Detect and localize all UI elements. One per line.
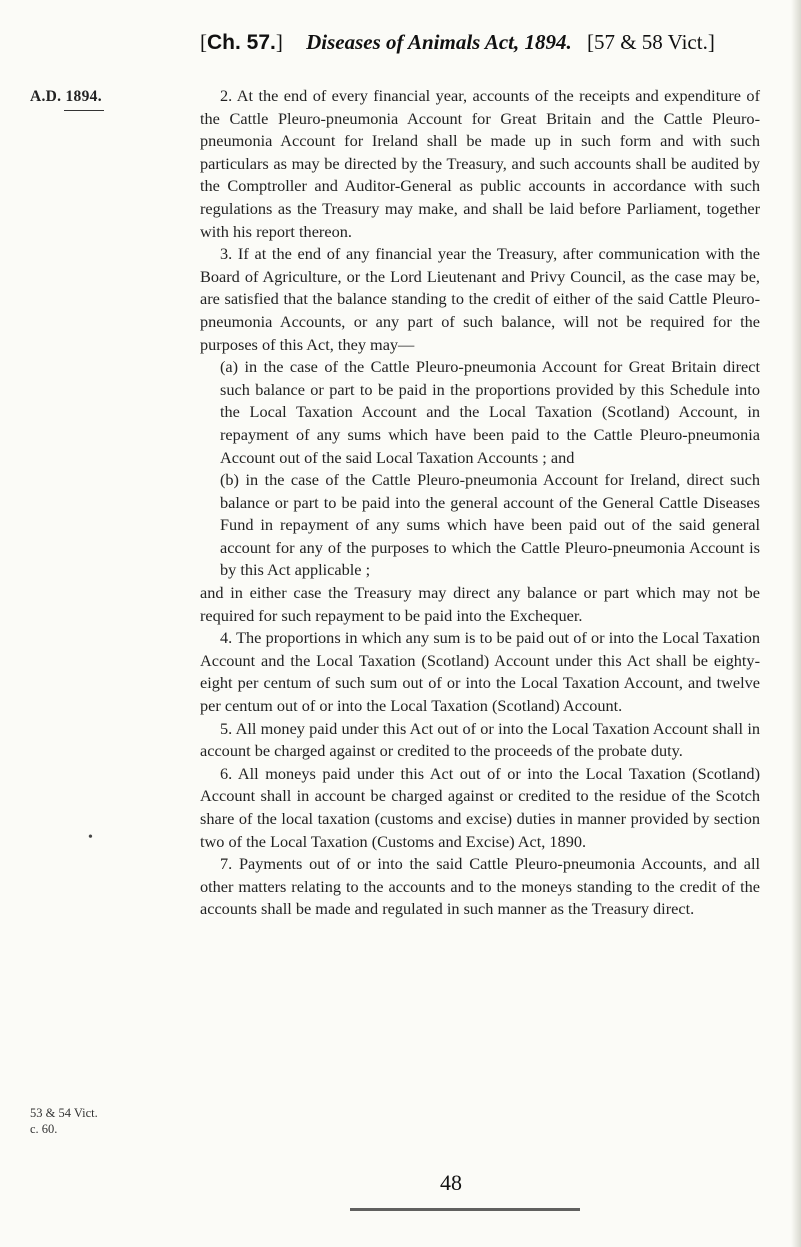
section-2: 2. At the end of every financial year, accounts of the receipts and expenditure of the Cattle Pleuro-pneumonia Account for Great Britain and the Cattle Pleuro-pneumonia Account for Ireland shall be made up in such form and with such particulars as may be directed by the Treasury, and such accounts shall be audited by the Comptroller and Auditor-General as public accounts in accordance with such regulations as the Treasury may make, and shall be laid before Parliament, together with his report thereon. (200, 86, 760, 241)
margin-year: A.D. 1894. (30, 88, 102, 105)
regnal-year: [57 & 58 Vict.] (586, 30, 715, 54)
section-7: 7. Payments out of or into the said Cattle Pleuro-pneumonia Accounts, and all other matters relating to the accounts and to the moneys standing to the credit of the accounts shall be made and regulated in such manner as the Treasury direct. (200, 854, 760, 919)
act-title: Diseases of Animals Act, 1894. (306, 30, 572, 54)
chapter-label: Ch. 57. (207, 31, 276, 54)
section-5: 5. All money paid under this Act out of or into the Local Taxation Account shall in account be charged against or credited to the proceeds of the probate duty. (200, 718, 760, 761)
margin-dash (64, 110, 104, 111)
body-text (200, 85, 760, 921)
margin-citation (30, 1105, 100, 1137)
page-edge-shadow (791, 0, 801, 1247)
section-3-closing: and in either case the Treasury may direct any balance or part which may not be required for such repayment to be paid into the Exchequer. (200, 583, 760, 625)
section-3: 3. If at the end of any financial year the Treasury, after communication with the Board of Agriculture, or the Lord Lieutenant and Privy Council, as the case may be, are satisfied that the balance standing to the credit of either of the said Cattle Pleuro-pneumonia Accounts, or any part of such balance, will not be required for the purposes of this Act, they may— (200, 244, 760, 354)
chapter-bracket-open: [ (200, 30, 207, 54)
margin-citation-line1: 53 & 54 Vict. (30, 1106, 98, 1120)
page-number: 48 (440, 1170, 462, 1195)
margin-citation-line2: c. 60. (30, 1122, 58, 1136)
chapter-bracket-close: ] (275, 30, 283, 54)
running-header (200, 30, 760, 55)
section-3a: (a) in the case of the Cattle Pleuro-pneumonia Account for Great Britain direct such balance or part to be paid in the proportions provided by this Schedule into the Local Taxation Account and the Local Taxation (Scotland) Account, in repayment of any sums which have been paid to the Cattle Pleuro-pneumonia Account out of the said Local Taxation Accounts ; and (220, 357, 760, 467)
section-4: 4. The proportions in which any sum is to be paid out of or into the Local Taxation Account and the Local Taxation (Scotland) Account under this Act shall be eighty-eight per centum of such sum out of or into the Local Taxation Account, and twelve per centum out of or into the Local Taxation (Scotland) Account. (200, 628, 760, 716)
margin-dot: • (88, 830, 93, 845)
end-rule (350, 1208, 580, 1211)
section-3b: (b) in the case of the Cattle Pleuro-pneumonia Account for Ireland, direct such balance or part to be paid into the general account of the General Cattle Diseases Fund in repayment of any sums which have been paid out of the said general account for any of the purposes to which the Cattle Pleuro-pneumonia Account is by this Act applicable ; (220, 470, 760, 580)
section-6: 6. All moneys paid under this Act out of or into the Local Taxation (Scotland) Account shall in account be charged against or credited to the residue of the Scotch share of the local taxation (customs and excise) duties in manner provided by section two of the Local Taxation (Customs and Excise) Act, 1890. (200, 763, 760, 851)
